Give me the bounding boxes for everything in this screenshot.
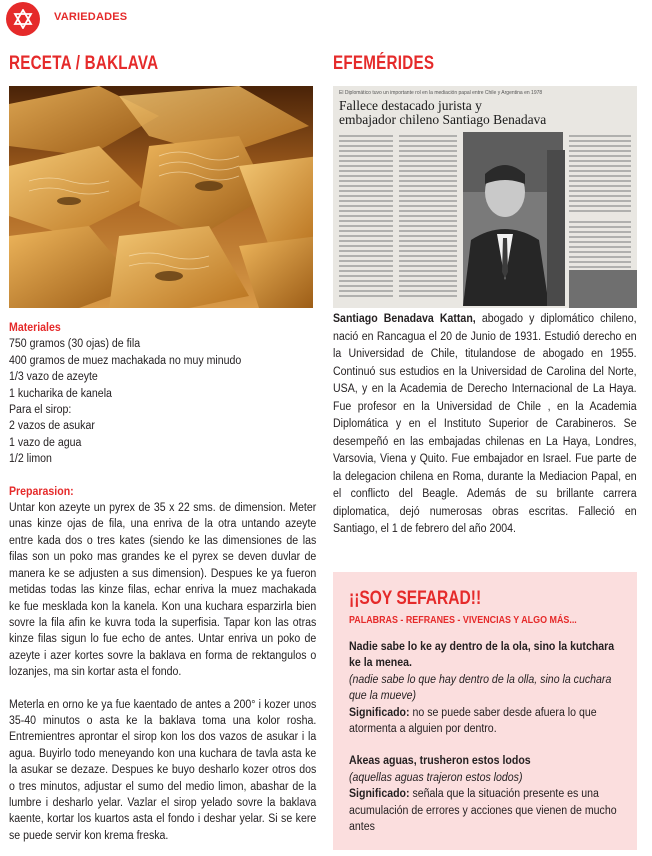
- star-of-david-icon: [13, 9, 33, 29]
- ingredient-item: 1 vazo de agua: [9, 436, 82, 449]
- saying-text: Nadie sabe lo ke ay dentro de la ola, sino la kutchara ke la menea.: [349, 641, 615, 670]
- clipping-kicker: El Diplomático tuvo un importante rol en la mediación papal entre Chile y Argentina en 1978: [339, 90, 543, 96]
- saying-translation: (nadie sabe lo que hay dentro de la olla, sino la cuchara que la mueve): [349, 673, 612, 703]
- ingredient-item: 1/2 limon: [9, 453, 52, 466]
- recipe-title: RECETA / BAKLAVA: [9, 53, 159, 74]
- saying-meaning: [349, 705, 627, 738]
- ingredient-item: Para el sirop:: [9, 404, 72, 417]
- biography-name: Santiago Benadava Kattan,: [333, 313, 476, 325]
- ingredient-item: 750 gramos (30 ojas) de fila: [9, 338, 141, 351]
- biography-body: abogado y diplomático chileno, nació en Rancagua el 20 de Junio de 1931. Estudió derecho en la Universidad de Chile, titulandose de abogado en 1955. Continuó sus estudios en la Universidad de Carolina del Norte, USA, y en la Academia de Derecho Internacional de La Haya. Fue profesor en la Universidad de Chile , en la Academia Diplomática y en el Instituto Superior de Carabineros. Se desempeñó en las embajadas chilenas en La Haya, Londres, Varsovia, Viena y Quito. Fue embajador en Israel. Fue parte de la delegacion chilena en Roma, durante la Mediacion Papal, en el conflicto del Beagle. Además de su brillante carrera diplomatica, dejó numerosas obras escritas. Falleció en Santiago, el 1 de febrero del año 2004.: [333, 313, 637, 535]
- saying-translation: (aquellas aguas trajeron estos lodos): [349, 771, 523, 784]
- ingredient-item: 400 gramos de muez machakada no muy minudo: [9, 354, 242, 367]
- clipping-headline: [339, 99, 637, 127]
- ingredient-item: 1/3 vazo de azeyte: [9, 371, 98, 384]
- ingredient-item: 2 vazos de asukar: [9, 420, 95, 433]
- baklava-photo: [9, 86, 313, 308]
- meaning-label: Significado:: [349, 788, 410, 801]
- meaning-text: no se puede saber desde afuera lo que atormenta a alguien por dentro.: [349, 706, 597, 736]
- clipping-headline-line: embajador chileno Santiago Benadava: [339, 112, 547, 127]
- sefarad-subtitle: PALABRAS - REFRANES - VIVENCIAS Y ALGO MÁS...: [349, 614, 577, 626]
- sefarad-title: ¡¡SOY SEFARAD!!: [349, 588, 482, 609]
- clipping-headline-line: Fallece destacado jurista y: [339, 98, 482, 113]
- saying-text: Akeas aguas, trusheron estos lodos: [349, 755, 531, 768]
- soy-sefarad-box: [333, 572, 637, 850]
- sefarad-body: [349, 639, 627, 835]
- section-label: VARIEDADES: [54, 11, 128, 23]
- preparation-heading: Preparasion:: [9, 485, 74, 498]
- section-badge: [6, 2, 40, 36]
- newspaper-clipping: [333, 86, 637, 308]
- saying-meaning: [349, 786, 627, 835]
- efemerides-title: EFEMÉRIDES: [333, 53, 435, 74]
- preparation-paragraph: Untar kon azeyte un pyrex de 35 x 22 sms. de dimension. Meter unas kinze ojas de fila, una enriva de la otra untando azeyte entre kada dos o tres kates (siendo ke las dimensiones de las filas son un poko mas grandes ke el pyrex se deven duvlar de manera ke se adjusten a sus dimension). Despues ke ya fueron metidas todas las kinze filas, echar enriva la muez machakada ke fue mesklada kon la kanela. Kon una kuchara esparzirla bien sovre la fila afin ke kuvra toda la superfisia. Tapar kon las otras kinze filas sigun lo fue echo de antes. Untar enriva un poko de azeyte i azer kortes sovre la baklava en forma de rektangulos o lozanjes, ma sin kortar asta el fondo.: [9, 502, 317, 679]
- meaning-text: señala que la situación presente es una acumulación de errores y acciones que vienen de mucho antes: [349, 788, 617, 834]
- recipe-body: [9, 320, 317, 844]
- page-header: [0, 0, 652, 38]
- ingredients-heading: Materiales: [9, 322, 61, 334]
- meaning-label: Significado:: [349, 706, 410, 719]
- ingredient-item: 1 kucharika de kanela: [9, 387, 112, 400]
- biography-text: [333, 311, 637, 539]
- preparation-paragraph: Meterla en orno ke ya fue kaentado de antes a 200° i kozer unos 35-40 minutos o asta ke la baklava toma una kolor rosha. Entremientres aprontar el sirop kon los dos vazos de asukar i la agua. Buyirlo todo meneyando kon una kuchara de tavla asta ke la asukar se dezaze. Despues ke buyo desharlo kozer otros dos o tres minutos, adjustar el sumo del medio limon, abashar de la lumbre i desharlo yelar. Vazlar el sirop yelado sovre la baklava kaente, kortar los kuartos asta el fondo i deshar yelar. Si se kere se puede servir kon krema freska.: [9, 698, 317, 842]
